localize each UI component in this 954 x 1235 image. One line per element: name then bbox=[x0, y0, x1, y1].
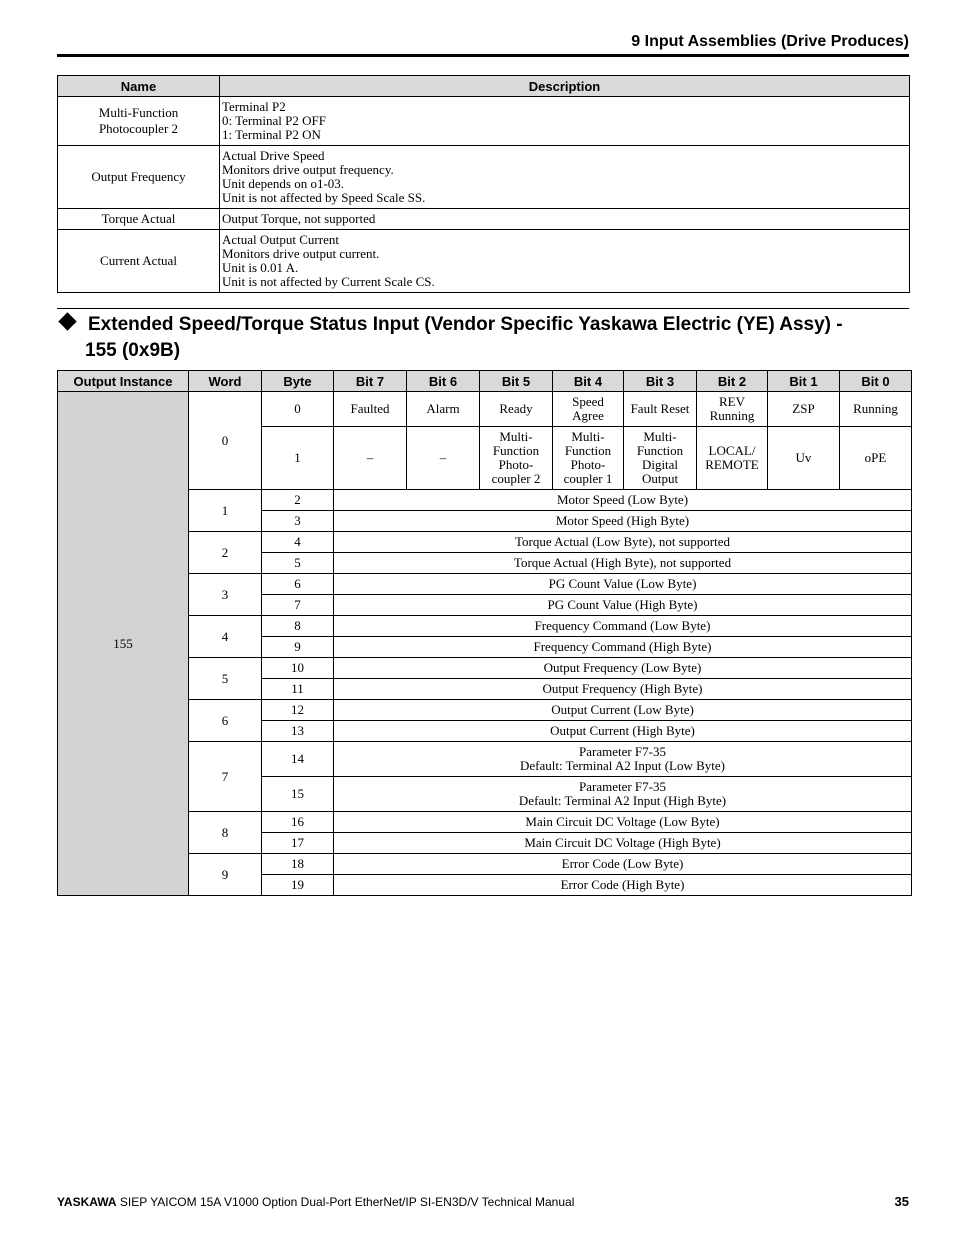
byte-cell: 5 bbox=[262, 553, 334, 574]
col-header: Byte bbox=[262, 371, 334, 392]
text-line: PG Count Value (Low Byte) bbox=[548, 576, 697, 591]
byte-cell: 11 bbox=[262, 679, 334, 700]
word-cell: 8 bbox=[189, 812, 262, 854]
text-line: Function bbox=[636, 443, 684, 458]
page-number: 35 bbox=[894, 1194, 909, 1209]
text-line: Uv bbox=[795, 450, 812, 465]
col-header: Bit 7 bbox=[334, 371, 407, 392]
byte-cell: 14 bbox=[262, 742, 334, 777]
byte-description-cell bbox=[334, 637, 912, 658]
byte-cell: 0 bbox=[262, 392, 334, 427]
text-line: Frequency Command (High Byte) bbox=[533, 639, 712, 654]
byte-cell: 19 bbox=[262, 875, 334, 896]
description-table bbox=[57, 75, 910, 293]
byte-cell: 1 bbox=[262, 427, 334, 490]
bit-cell bbox=[768, 427, 840, 490]
word-cell: 3 bbox=[189, 574, 262, 616]
footer-brand: YASKAWA bbox=[57, 1195, 117, 1209]
text-line: Main Circuit DC Voltage (Low Byte) bbox=[525, 814, 720, 829]
text-line: Unit depends on o1-03. bbox=[222, 176, 345, 191]
text-line: Actual Output Current bbox=[222, 232, 339, 247]
col-header: Bit 1 bbox=[768, 371, 840, 392]
word-cell: 7 bbox=[189, 742, 262, 812]
text-line: – bbox=[439, 450, 447, 465]
byte-description-cell bbox=[334, 553, 912, 574]
bit-cell bbox=[334, 392, 407, 427]
text-line: Photocoupler 2 bbox=[98, 121, 179, 136]
table-row bbox=[58, 97, 910, 146]
text-line: REV bbox=[719, 394, 745, 409]
row-description bbox=[220, 230, 910, 293]
text-line: Error Code (High Byte) bbox=[560, 877, 685, 892]
bit-cell bbox=[480, 427, 553, 490]
byte-description-cell bbox=[334, 574, 912, 595]
text-line: Torque Actual (High Byte), not supported bbox=[513, 555, 732, 570]
col-header: Output Instance bbox=[58, 371, 189, 392]
text-line: oPE bbox=[864, 450, 887, 465]
text-line: Alarm bbox=[426, 401, 460, 416]
byte-cell: 17 bbox=[262, 833, 334, 854]
text-line: Actual Drive Speed bbox=[222, 148, 325, 163]
text-line: Unit is not affected by Speed Scale SS. bbox=[222, 190, 426, 205]
bit-cell bbox=[697, 392, 768, 427]
row-name bbox=[58, 230, 220, 293]
bit-cell bbox=[697, 427, 768, 490]
header-title: 9 Input Assemblies (Drive Produces) bbox=[631, 33, 909, 50]
byte-cell: 15 bbox=[262, 777, 334, 812]
text-line: Default: Terminal A2 Input (Low Byte) bbox=[520, 758, 725, 773]
bit-cell bbox=[624, 427, 697, 490]
text-line: Monitors drive output current. bbox=[222, 246, 380, 261]
text-line: Agree bbox=[572, 408, 604, 423]
byte-description-cell bbox=[334, 854, 912, 875]
text-line: Multi-Function bbox=[98, 105, 179, 120]
text-line: Monitors drive output frequency. bbox=[222, 162, 394, 177]
byte-cell: 7 bbox=[262, 595, 334, 616]
section-title bbox=[57, 312, 917, 364]
text-line: Output Current (Low Byte) bbox=[551, 702, 694, 717]
byte-description-cell bbox=[334, 777, 912, 812]
byte-cell: 6 bbox=[262, 574, 334, 595]
text-line: Motor Speed (High Byte) bbox=[555, 513, 690, 528]
text-line: Multi- bbox=[499, 429, 533, 444]
col-header: Bit 5 bbox=[480, 371, 553, 392]
header-rule bbox=[57, 54, 909, 57]
bit-cell bbox=[480, 392, 553, 427]
text-line: Torque Actual (Low Byte), not supported bbox=[515, 534, 730, 549]
byte-description-cell bbox=[334, 812, 912, 833]
word-cell: 5 bbox=[189, 658, 262, 700]
row-name bbox=[58, 209, 220, 230]
text-line: REMOTE bbox=[705, 457, 759, 472]
text-line: PG Count Value (High Byte) bbox=[547, 597, 698, 612]
byte-description-cell bbox=[334, 658, 912, 679]
text-line: Torque Actual bbox=[101, 211, 176, 226]
word-cell: 9 bbox=[189, 854, 262, 896]
text-line: Running bbox=[853, 401, 898, 416]
byte-cell: 2 bbox=[262, 490, 334, 511]
text-line: Function bbox=[492, 443, 540, 458]
text-line: 0: Terminal P2 OFF bbox=[222, 113, 326, 128]
col-header: Bit 0 bbox=[840, 371, 912, 392]
table-row bbox=[58, 392, 912, 427]
text-line: Terminal P2 bbox=[222, 99, 286, 114]
row-description bbox=[220, 97, 910, 146]
bit-cell bbox=[553, 427, 624, 490]
byte-cell: 12 bbox=[262, 700, 334, 721]
byte-description-cell bbox=[334, 490, 912, 511]
text-line: Error Code (Low Byte) bbox=[561, 856, 684, 871]
text-line: Unit is 0.01 A. bbox=[222, 260, 299, 275]
col-header: Bit 6 bbox=[407, 371, 480, 392]
text-line: Fault Reset bbox=[630, 401, 690, 416]
text-line: Current Actual bbox=[100, 253, 177, 268]
byte-description-cell bbox=[334, 532, 912, 553]
bit-map-table bbox=[57, 370, 912, 896]
section-title-line1: Extended Speed/Torque Status Input (Vendor Specific Yaskawa Electric (YE) Assy) - bbox=[88, 314, 843, 335]
col-header: Bit 3 bbox=[624, 371, 697, 392]
text-line: Digital bbox=[641, 457, 679, 472]
text-line: Output Frequency (High Byte) bbox=[542, 681, 703, 696]
table-row bbox=[58, 209, 910, 230]
byte-description-cell bbox=[334, 833, 912, 854]
byte-cell: 4 bbox=[262, 532, 334, 553]
row-description bbox=[220, 209, 910, 230]
word-cell: 4 bbox=[189, 616, 262, 658]
byte-cell: 18 bbox=[262, 854, 334, 875]
text-line: Multi- bbox=[643, 429, 677, 444]
table-row bbox=[58, 230, 910, 293]
text-line: Output bbox=[641, 471, 679, 486]
text-line: Output Frequency (Low Byte) bbox=[543, 660, 702, 675]
footer bbox=[57, 1195, 574, 1209]
byte-description-cell bbox=[334, 595, 912, 616]
col-header-description: Description bbox=[220, 76, 910, 97]
text-line: Main Circuit DC Voltage (High Byte) bbox=[524, 835, 721, 850]
byte-description-cell bbox=[334, 875, 912, 896]
text-line: Ready bbox=[499, 401, 533, 416]
text-line: Output Current (High Byte) bbox=[550, 723, 695, 738]
byte-description-cell bbox=[334, 742, 912, 777]
text-line: coupler 1 bbox=[563, 471, 613, 486]
bit-cell bbox=[840, 392, 912, 427]
bit-cell bbox=[553, 392, 624, 427]
byte-description-cell bbox=[334, 679, 912, 700]
text-line: Photo- bbox=[498, 457, 534, 472]
text-line: Output Torque, not supported bbox=[222, 211, 376, 226]
byte-cell: 10 bbox=[262, 658, 334, 679]
bit-cell bbox=[768, 392, 840, 427]
text-line: Output Frequency bbox=[91, 169, 186, 184]
bit-cell bbox=[407, 392, 480, 427]
text-line: Frequency Command (Low Byte) bbox=[534, 618, 711, 633]
text-line: Parameter F7-35 bbox=[578, 744, 666, 759]
text-line: ZSP bbox=[792, 401, 815, 416]
word-cell: 1 bbox=[189, 490, 262, 532]
byte-cell: 13 bbox=[262, 721, 334, 742]
diamond-bullet-icon bbox=[58, 312, 76, 330]
col-header-name: Name bbox=[58, 76, 220, 97]
byte-description-cell bbox=[334, 700, 912, 721]
row-name bbox=[58, 146, 220, 209]
text-line: Function bbox=[564, 443, 612, 458]
section-rule bbox=[57, 308, 909, 309]
bit-cell bbox=[334, 427, 407, 490]
bit-cell bbox=[840, 427, 912, 490]
section-title-line2: 155 (0x9B) bbox=[85, 340, 181, 361]
table-row bbox=[58, 146, 910, 209]
word-cell: 6 bbox=[189, 700, 262, 742]
byte-cell: 16 bbox=[262, 812, 334, 833]
byte-description-cell bbox=[334, 721, 912, 742]
text-line: coupler 2 bbox=[491, 471, 541, 486]
bit-cell bbox=[407, 427, 480, 490]
col-header: Bit 4 bbox=[553, 371, 624, 392]
text-line: Parameter F7-35 bbox=[578, 779, 666, 794]
byte-description-cell bbox=[334, 616, 912, 637]
bit-cell bbox=[624, 392, 697, 427]
output-instance-cell: 155 bbox=[58, 392, 189, 896]
footer-text: SIEP YAICOM 15A V1000 Option Dual-Port EtherNet/IP SI-EN3D/V Technical Manual bbox=[116, 1195, 575, 1209]
byte-cell: 9 bbox=[262, 637, 334, 658]
row-name bbox=[58, 97, 220, 146]
text-line: Multi- bbox=[571, 429, 605, 444]
text-line: 1: Terminal P2 ON bbox=[222, 127, 321, 142]
text-line: Motor Speed (Low Byte) bbox=[556, 492, 689, 507]
text-line: LOCAL/ bbox=[708, 443, 756, 458]
col-header: Bit 2 bbox=[697, 371, 768, 392]
text-line: Speed bbox=[572, 394, 604, 409]
text-line: Default: Terminal A2 Input (High Byte) bbox=[518, 793, 727, 808]
text-line: Faulted bbox=[350, 401, 390, 416]
text-line: Running bbox=[709, 408, 755, 423]
byte-cell: 3 bbox=[262, 511, 334, 532]
word-cell: 2 bbox=[189, 532, 262, 574]
text-line: Photo- bbox=[570, 457, 606, 472]
row-description bbox=[220, 146, 910, 209]
byte-cell: 8 bbox=[262, 616, 334, 637]
word-cell: 0 bbox=[189, 392, 262, 490]
col-header: Word bbox=[189, 371, 262, 392]
byte-description-cell bbox=[334, 511, 912, 532]
text-line: Unit is not affected by Current Scale CS. bbox=[222, 274, 435, 289]
text-line: – bbox=[366, 450, 374, 465]
